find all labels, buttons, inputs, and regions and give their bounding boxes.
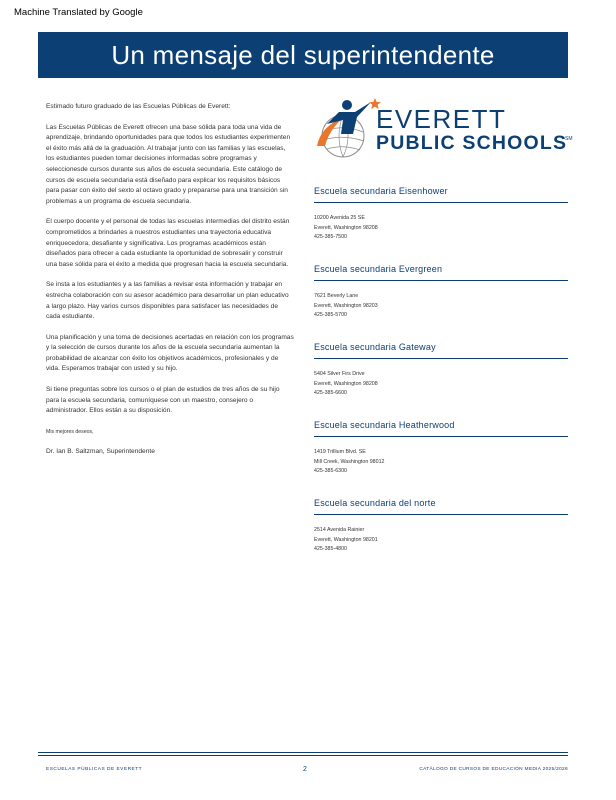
school-street: 5404 Silver Firs Drive <box>314 371 365 377</box>
school-address <box>314 281 568 342</box>
school-city: Everett, Washington 98208 <box>314 224 378 231</box>
school-phone: 425-385-6600 <box>314 390 347 396</box>
logo-service-mark: SM <box>565 136 573 142</box>
letter-paragraph: Si tiene preguntas sobre los cursos o el plan de estudios de tres años de su hijo para la escuela secundaria, comuníquese con un maestro, consejero o administrador. Ellos están a su disposición. <box>46 386 280 415</box>
school-entry <box>314 342 568 420</box>
footer-divider <box>38 755 568 756</box>
letter-paragraph: Las Escuelas Públicas de Everett ofrecen una base sólida para toda una vida de aprendizaje, brindando oportunidades para que todos los estudiantes experimenten el éxito más allá de la graduación. Al trabajar junto con las familias y las escuelas, los estudiantes pueden tomar decisiones informadas sobre programas y seleccionesde cursos durante sus años de escuela secundaria. Este catálogo de cursos de escuela secundaria está diseñado para explicar los requisitos básicos para pasar con éxito del sexto al octavo grado y prepararse para una transición sin problemas a un programa de escuela secundaria. <box>46 123 291 205</box>
page-number: 2 <box>303 766 307 773</box>
school-phone: 425-385-5700 <box>314 312 347 318</box>
letter-closing: Mis mejores deseos, <box>46 428 94 435</box>
school-entry <box>314 264 568 342</box>
superintendent-letter <box>46 102 294 468</box>
school-address <box>314 437 568 498</box>
school-name: Escuela secundaria Heatherwood <box>314 420 568 437</box>
school-address <box>314 515 568 576</box>
school-entry <box>314 420 568 498</box>
school-address <box>314 359 568 420</box>
school-name: Escuela secundaria Eisenhower <box>314 186 568 203</box>
footer-district-name: ESCUELAS PÚBLICAS DE EVERETT <box>46 767 143 772</box>
school-name: Escuela secundaria del norte <box>314 498 568 515</box>
school-phone: 425-385-7500 <box>314 234 347 240</box>
school-city: Everett, Washington 98201 <box>314 536 378 543</box>
school-street: 7621 Beverly Lane <box>314 293 359 299</box>
school-street: 1419 Trillium Blvd. SE <box>314 449 366 455</box>
page-title: Un mensaje del superintendente <box>111 39 495 70</box>
logo-emblem-icon <box>313 96 383 160</box>
school-entry <box>314 186 568 264</box>
logo-text-public-schools: PUBLIC SCHOOLS <box>376 132 568 154</box>
letter-paragraph: Se insta a los estudiantes y a las familias a revisar esta información y trabajar en estrecha colaboración con su asesor académico para desarrollar un plan educativo a largo plazo. Hay varios cursos disponibles para satisfacer las necesidades de cada estudiante. <box>46 281 289 321</box>
school-street: 10200 Avenida 25 SE <box>314 215 365 221</box>
school-address <box>314 203 568 264</box>
letter-signature: Dr. Ian B. Saltzman, Superintendente <box>46 448 155 456</box>
school-city: Everett, Washington 98203 <box>314 302 378 309</box>
footer-catalog-title: CATÁLOGO DE CURSOS DE EDUCACIÓN MEDIA 2025/2026 <box>419 767 568 772</box>
title-banner <box>38 32 568 78</box>
letter-paragraph: Una planificación y una toma de decisiones acertadas en relación con los programas y la selección de cursos durante los años de la escuela secundaria aumentan la probabilidad de alcanzar con éxito los objetivos académicos, profesionales y de vida. Esperamos trabajar con usted y su hijo. <box>46 333 294 373</box>
letter-greeting: Estimado futuro graduado de las Escuelas Públicas de Everett: <box>46 103 231 110</box>
school-phone: 425-385-4800 <box>314 546 347 552</box>
footer-divider <box>38 752 568 753</box>
school-name: Escuela secundaria Gateway <box>314 342 568 359</box>
letter-paragraph: El cuerpo docente y el personal de todas las escuelas intermedias del distrito están comprometidos a brindarles a nuestros estudiantes una trayectoria educativa enriquecedora, desafiante y significativa. Los programas académicos están diseñados para ofrecer a cada estudiante la oportunidad de sobresalir y construir una base sólida para el éxito a medida que progresan hacia la escuela secundaria. <box>46 218 290 268</box>
school-city: Mill Creek, Washington 98012 <box>314 458 385 465</box>
school-phone: 425-385-6300 <box>314 468 347 474</box>
school-name: Escuela secundaria Evergreen <box>314 264 568 281</box>
machine-translated-label: Machine Translated by Google <box>14 7 143 18</box>
school-directory <box>314 186 568 576</box>
school-entry <box>314 498 568 576</box>
logo-text-everett: EVERETT <box>376 104 507 134</box>
school-street: 2514 Avenida Rainier <box>314 527 365 533</box>
everett-public-schools-logo <box>313 96 575 160</box>
school-city: Everett, Washington 98208 <box>314 380 378 387</box>
